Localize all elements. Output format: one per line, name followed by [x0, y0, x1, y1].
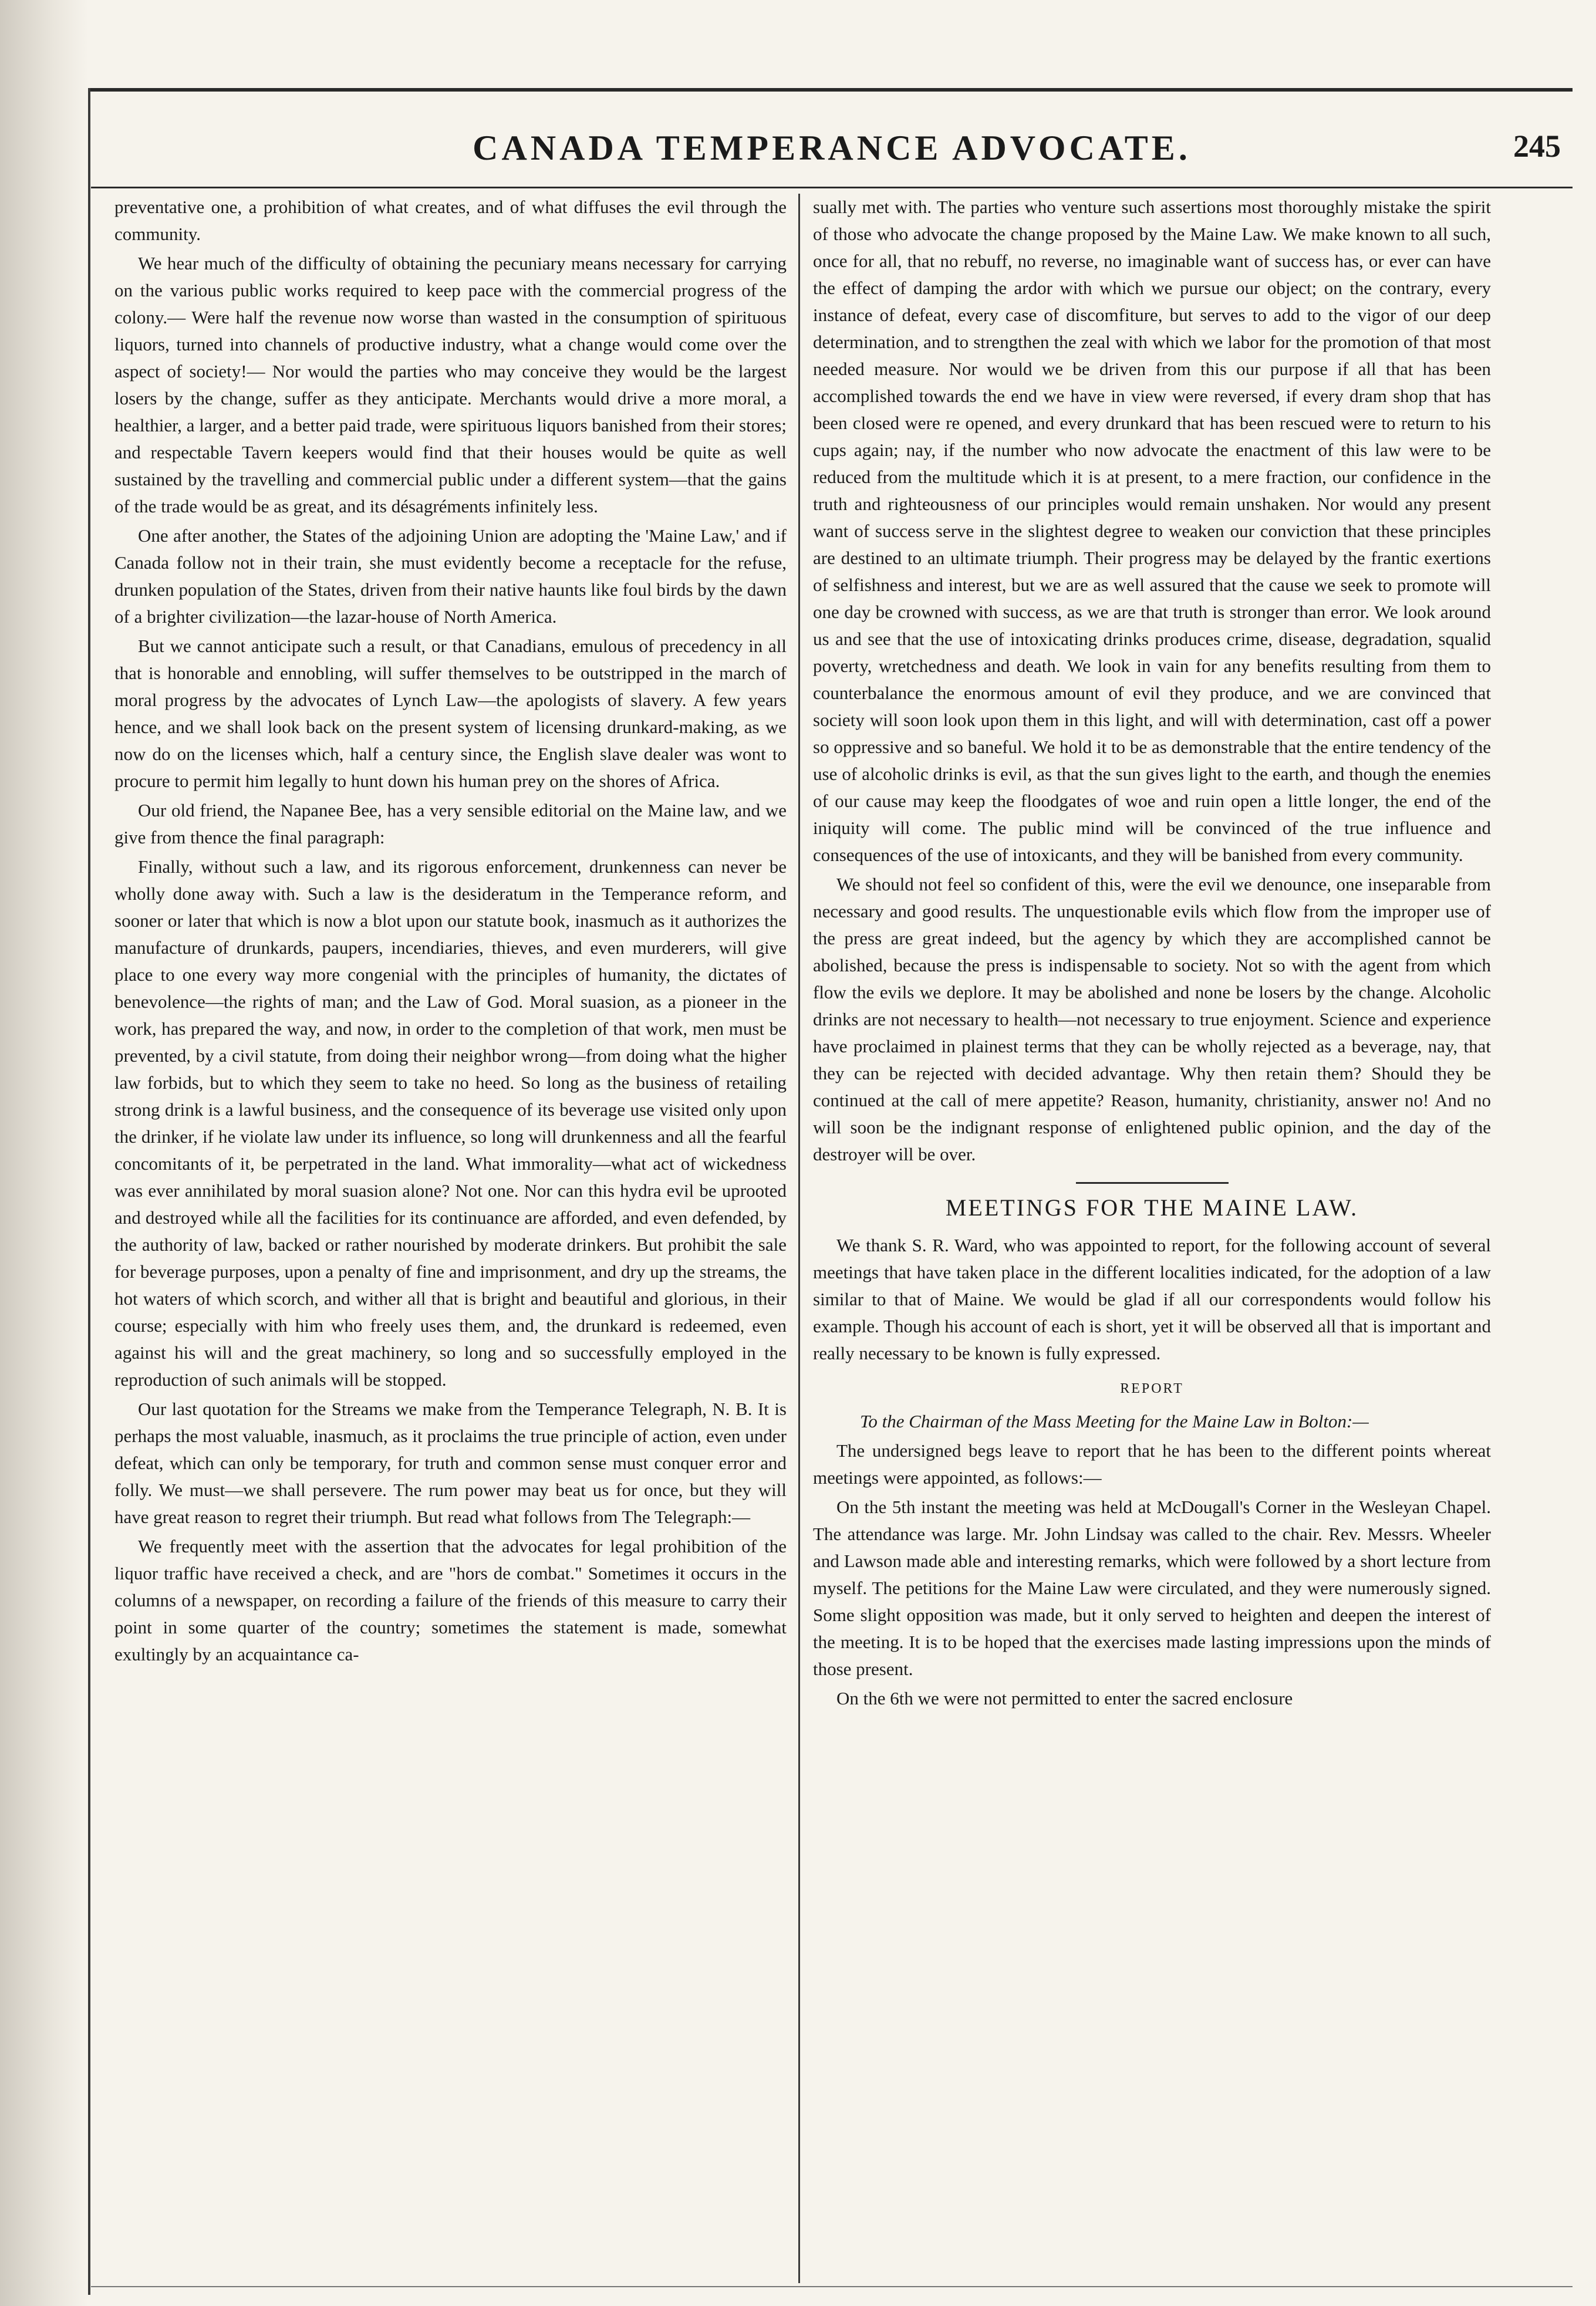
- report-address: To the Chairman of the Mass Meeting for the Maine Law in Bolton:—: [860, 1411, 1369, 1431]
- paragraph: We should not feel so confident of this, were the evil we denounce, one inseparable from necessary and good results. The unquestionable evils which flow from the improper use of the press are great indeed, but the agency by which they are accomplished cannot be abolished, because the press is indispensable to society. Not so with the agent from which flow the evils we deplore. It may be abolished and none be losers by the change. Alcoholic drinks are not necessary to health—not necessary to true enjoyment. Science and experience have proclaimed in plainest terms that they can be wholly rejected as a beverage, nay, that they can be rejected with decided advantage. Why then retain them? Should they be continued at the call of mere appetite? Reason, humanity, christianity, answer no! And no will soon be the indignant response of enlightened public opinion, and the day of the destroyer will be over.: [813, 874, 1491, 1164]
- paragraph: The undersigned begs leave to report that he has been to the different points whereat meetings were appointed, as follows:—: [813, 1440, 1491, 1488]
- paragraph: But we cannot anticipate such a result, or that Canadians, emulous of precedency in all that is honorable and ennobling, will suffer themselves to be outstripped in the march of moral progress by the advocates of Lynch Law—the apologists of slavery. A few years hence, and we shall look back on the present system of licensing drunkard-making, as we now do on the licenses which, half a century since, the English slave dealer was wont to procure to permit him legally to hunt down his human prey on the shores of Africa.: [114, 636, 787, 791]
- quoted-paragraph: We frequently meet with the assertion that the advocates for legal prohibition of the liquor traffic have received a check, and are "hors de combat." Sometimes it occurs in the columns of a newspaper, on recording a failure of the friends of this measure to carry their point in some quarter of the country; sometimes the statement is made, somewhat exultingly by an acquaintance ca-: [114, 1536, 787, 1664]
- section-rule: [1076, 1182, 1229, 1184]
- top-rule: [88, 88, 1573, 92]
- quoted-paragraph: Finally, without such a law, and its rigorous enforcement, drunkenness can never be wholly done away with. Such a law is the desideratum in the Temperance reform, and sooner or later that which is now a blot upon our statute book, inasmuch as it authorizes the manufacture of drunkards, paupers, incendiaries, thieves, and even murderers, will give place to one every way more congenial with the principles of humanity, the dictates of benevolence—the rights of man; and the Law of God. Moral suasion, as a pioneer in the work, has prepared the way, and now, in order to the completion of that work, men must be prevented, by a civil statute, from doing their neighbor wrong—from doing what the higher law forbids, but to which they seem to take no heed. So long as the business of retailing strong drink is a lawful business, and the consequence of its beverage use visited only upon the drinker, if he violate law under its influence, so long will drunkenness and all the fearful concomitants of it, be perpetrated in the land. What immorality—what act of wickedness was ever annihilated by moral suasion alone? Not one. Nor can this hydra evil be uprooted and destroyed while all the facilities for its continuance are afforded, and even defended, by the authority of law, backed or rather nourished by moderate drinkers. But prohibit the sale for beverage purposes, upon a penalty of fine and imprisonment, and dry up the streams, the hot waters of which scorch, and wither all that is bright and beautiful and glorious, in their course; especially with him who freely uses them, and, the drunkard is redeemed, even against his will and the great machinery, so long and so successfully employed in the reproduction of such animals will be stopped.: [114, 856, 787, 1390]
- left-column: [114, 194, 787, 2283]
- report-label: REPORT: [1120, 1381, 1184, 1396]
- column-divider: [798, 194, 800, 2283]
- section-title: MEETINGS FOR THE MAINE LAW.: [945, 1194, 1359, 1221]
- section-heading: [813, 1182, 1491, 1221]
- right-column: [813, 194, 1491, 2283]
- paragraph: preventative one, a prohibition of what creates, and of what diffuses the evil through the community.: [114, 197, 787, 244]
- paragraph: One after another, the States of the adjoining Union are adopting the 'Maine Law,' and if Canada follow not in their train, she must evidently become a receptacle for the refuse, drunken population of the States, driven from their native haunts like foul birds by the dawn of a brighter civilization—the lazar-house of North America.: [114, 525, 787, 627]
- page-header: [91, 117, 1573, 188]
- header-rule: [91, 187, 1573, 188]
- paragraph: On the 5th instant the meeting was held at McDougall's Corner in the Wesleyan Chapel. The attendance was large. Mr. John Lindsay was called to the chair. Rev. Messrs. Wheeler and Lawson made able and interesting remarks, which were followed by a short lecture from myself. The petitions for the Maine Law were circulated, and they were numerously signed. Some slight opposition was made, but it only served to heighten and deepen the interest of the meeting. It is to be hoped that the exercises made lasting impressions upon the minds of those present.: [813, 1497, 1491, 1679]
- paragraph: sually met with. The parties who venture such assertions most thoroughly mistake the spirit of those who advocate the change proposed by the Maine Law. We make known to all such, once for all, that no rebuff, no reverse, no imaginable want of success has, or ever can have the effect of damping the ardor with which we pursue our object; on the contrary, every instance of defeat, every case of discomfiture, but serves to add to the vigor of our deep determination, and to strengthen the zeal with which we labor for the promotion of that most needed measure. Nor would we be driven from this our purpose if all that has been accomplished towards the end we have in view were reversed, if every dram shop that has been closed were re opened, and every drunkard that has been rescued were to return to his cups again; nay, if the number who now advocate the enactment of this law were to be reduced from the multitude which it is at present, to a mere fraction, our confidence in the truth and righteousness of our principles would remain unshaken. Nor would any present want of success serve in the slightest degree to weaken our conviction that these principles are destined to an ultimate triumph. Their progress may be delayed by the frantic exertions of selfishness and interest, but we are as well assured that the cause we seek to promote will one day be crowned with success, as we are that truth is stronger than error. We look around us and see that the use of intoxicating drinks produces crime, disease, degradation, squalid poverty, wretchedness and death. We look in vain for any benefits resulting from them to counterbalance the enormous amount of evil they produce, and we are convinced that society will soon look upon them in this light, and will with determination, cast off a power so oppressive and so baneful. We hold it to be as demonstrable that the entire tendency of the use of alcoholic drinks is evil, as that the sun gives light to the earth, and though the enemies of our cause may keep the floodgates of woe and ruin open a little longer, the end of the iniquity will come. The public mind will be convinced of the true influence and consequences of the use of intoxicants, and they will be banished from every community.: [813, 197, 1491, 865]
- publication-title: CANADA TEMPERANCE ADVOCATE.: [473, 129, 1191, 167]
- bottom-rule: [91, 2286, 1573, 2287]
- paragraph: Our old friend, the Napanee Bee, has a very sensible editorial on the Maine law, and we give from thence the final paragraph:: [114, 800, 787, 848]
- section-intro: We thank S. R. Ward, who was appointed to report, for the following account of several meetings that have taken place in the different localities indicated, for the adoption of a law similar to that of Maine. We would be glad if all our correspondents would follow his example. Though his account of each is short, yet it will be observed all that is important and really necessary to be known is fully expressed.: [813, 1235, 1491, 1363]
- paragraph: Our last quotation for the Streams we make from the Temperance Telegraph, N. B. It is perhaps the most valuable, inasmuch, as it proclaims the true principle of action, even under defeat, which can only be temporary, for truth and common sense must conquer error and folly. We must—we shall persevere. The rum power may beat us for once, but they will have great reason to regret their triumph. But read what follows from The Telegraph:—: [114, 1399, 787, 1527]
- page-number: 245: [1513, 129, 1561, 164]
- paragraph: On the 6th we were not permitted to enter the sacred enclosure: [836, 1688, 1293, 1709]
- paragraph: We hear much of the difficulty of obtaining the pecuniary means necessary for carrying on the various public works required to keep pace with the commercial progress of the colony.— Were half the revenue now worse than wasted in the consumption of spirituous liquors, turned into channels of productive industry, what a change would come over the aspect of society!— Nor would the parties who may conceive they would be the largest losers by the change, suffer as they anticipate. Merchants would drive a more moral, a healthier, a larger, and a better paid trade, were spirituous liquors banished from their stores; and respectable Tavern keepers would find that their houses would be quite as well sustained by the travelling and commercial public under a different system—that the gains of the trade would be as great, and its désagréments infinitely less.: [114, 253, 787, 516]
- left-border-rule: [88, 88, 90, 2295]
- binding-gutter: [0, 0, 88, 2306]
